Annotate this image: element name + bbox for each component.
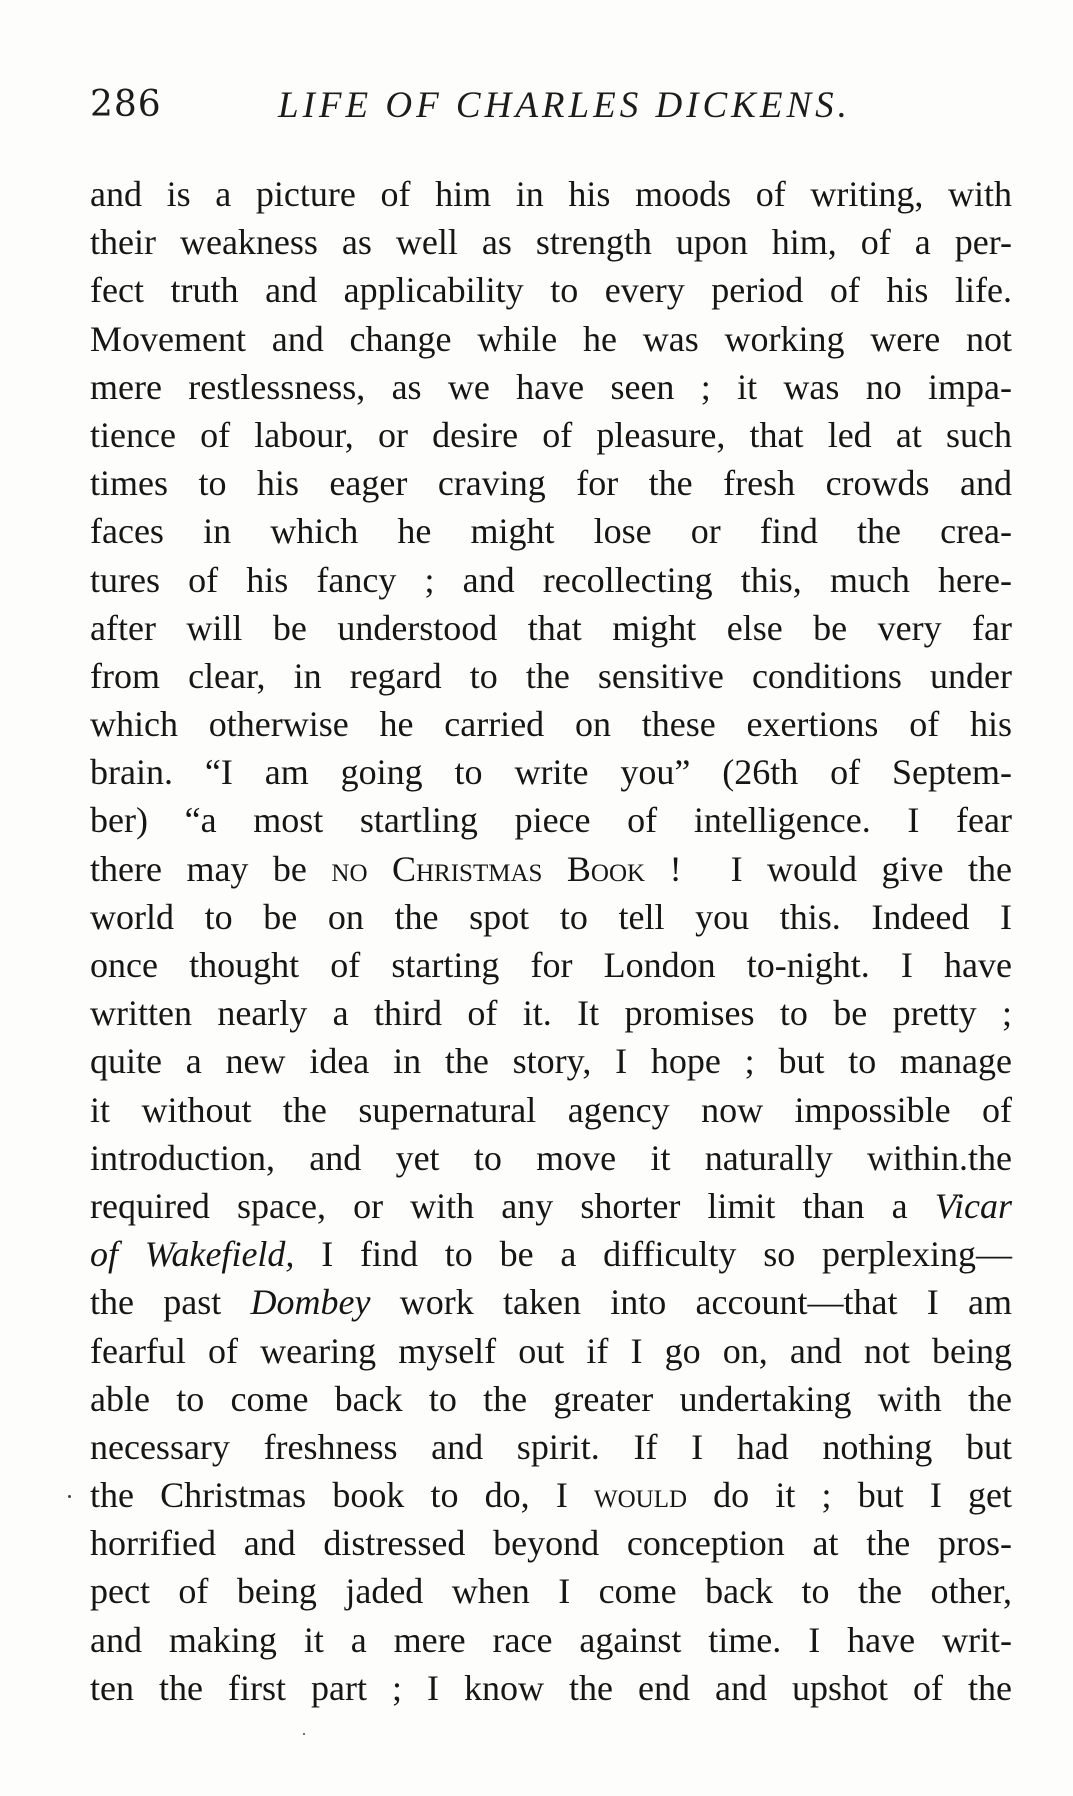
text-line: able to come back to the greater undertaking with the xyxy=(90,1378,1012,1419)
italic-title: Vicar xyxy=(934,1185,1012,1226)
small-caps-phrase: no Christmas Book xyxy=(331,848,646,889)
text-line: tience of labour, or desire of pleasure, that led at such xyxy=(90,414,1012,455)
text-line: it without the supernatural agency now impossible of xyxy=(90,1089,1012,1130)
text-line: ber) “a most startling piece of intelligence. I fear xyxy=(90,800,1012,841)
text-line: there may be no Christmas Book ! I would give the xyxy=(90,848,1012,889)
text-line: written nearly a third of it. It promises to be pretty ; xyxy=(90,993,1012,1034)
text-line: the Christmas book to do, I would do it ; but I get xyxy=(90,1475,1012,1516)
text-line: of Wakefield, I find to be a difficulty so perplexing— xyxy=(90,1234,1012,1275)
text-line: brain. “I am going to write you” (26th of Septem- xyxy=(90,752,1012,793)
text-line: world to be on the spot to tell you this. Indeed I xyxy=(90,896,1012,937)
italic-title: of Wakefield, xyxy=(90,1234,295,1275)
small-caps-word: would xyxy=(593,1475,688,1516)
ink-speck xyxy=(68,1495,71,1498)
text-line: after will be understood that might else be very far xyxy=(90,607,1012,648)
text-line: their weakness as well as strength upon him, of a per- xyxy=(90,222,1012,263)
text-line: and making it a mere race against time. I have writ- xyxy=(90,1619,1012,1660)
text-line: which otherwise he carried on these exertions of his xyxy=(90,704,1012,745)
text-line: Movement and change while he was working were not xyxy=(90,318,1012,359)
text-line: required space, or with any shorter limit than a Vicar xyxy=(90,1185,1012,1226)
page-header xyxy=(0,84,1073,134)
text-line: tures of his fancy ; and recollecting this, much here- xyxy=(90,559,1012,600)
text-line: necessary freshness and spirit. If I had nothing but xyxy=(90,1426,1012,1467)
text-line: times to his eager craving for the fresh crowds and xyxy=(90,463,1012,504)
text-line: mere restlessness, as we have seen ; it was no impa- xyxy=(90,366,1012,407)
text-line: fect truth and applicability to every period of his life. xyxy=(90,270,1012,311)
text-line: from clear, in regard to the sensitive conditions under xyxy=(90,655,1012,696)
text-line: horrified and distressed beyond conception at the pros- xyxy=(90,1523,1012,1564)
text-line: fearful of wearing myself out if I go on, and not being xyxy=(90,1330,1012,1371)
text-line: faces in which he might lose or find the crea- xyxy=(90,511,1012,552)
text-line: quite a new idea in the story, I hope ; but to manage xyxy=(90,1041,1012,1082)
text-line: ten the first part ; I know the end and upshot of the xyxy=(90,1667,1012,1708)
text-line: the past Dombey work taken into account—that I am xyxy=(90,1282,1012,1323)
text-line: once thought of starting for London to-night. I have xyxy=(90,945,1012,985)
text-line: introduction, and yet to move it naturally within.the xyxy=(90,1137,1012,1178)
ink-speck xyxy=(303,1733,305,1735)
page-number: 286 xyxy=(90,84,162,125)
text-line: pect of being jaded when I come back to the other, xyxy=(90,1571,1012,1612)
running-title: LIFE OF CHARLES DICKENS. xyxy=(278,85,851,126)
body-text xyxy=(90,170,1012,1712)
text-line: and is a picture of him in his moods of writing, with xyxy=(90,174,1012,214)
italic-title: Dombey xyxy=(250,1282,371,1323)
